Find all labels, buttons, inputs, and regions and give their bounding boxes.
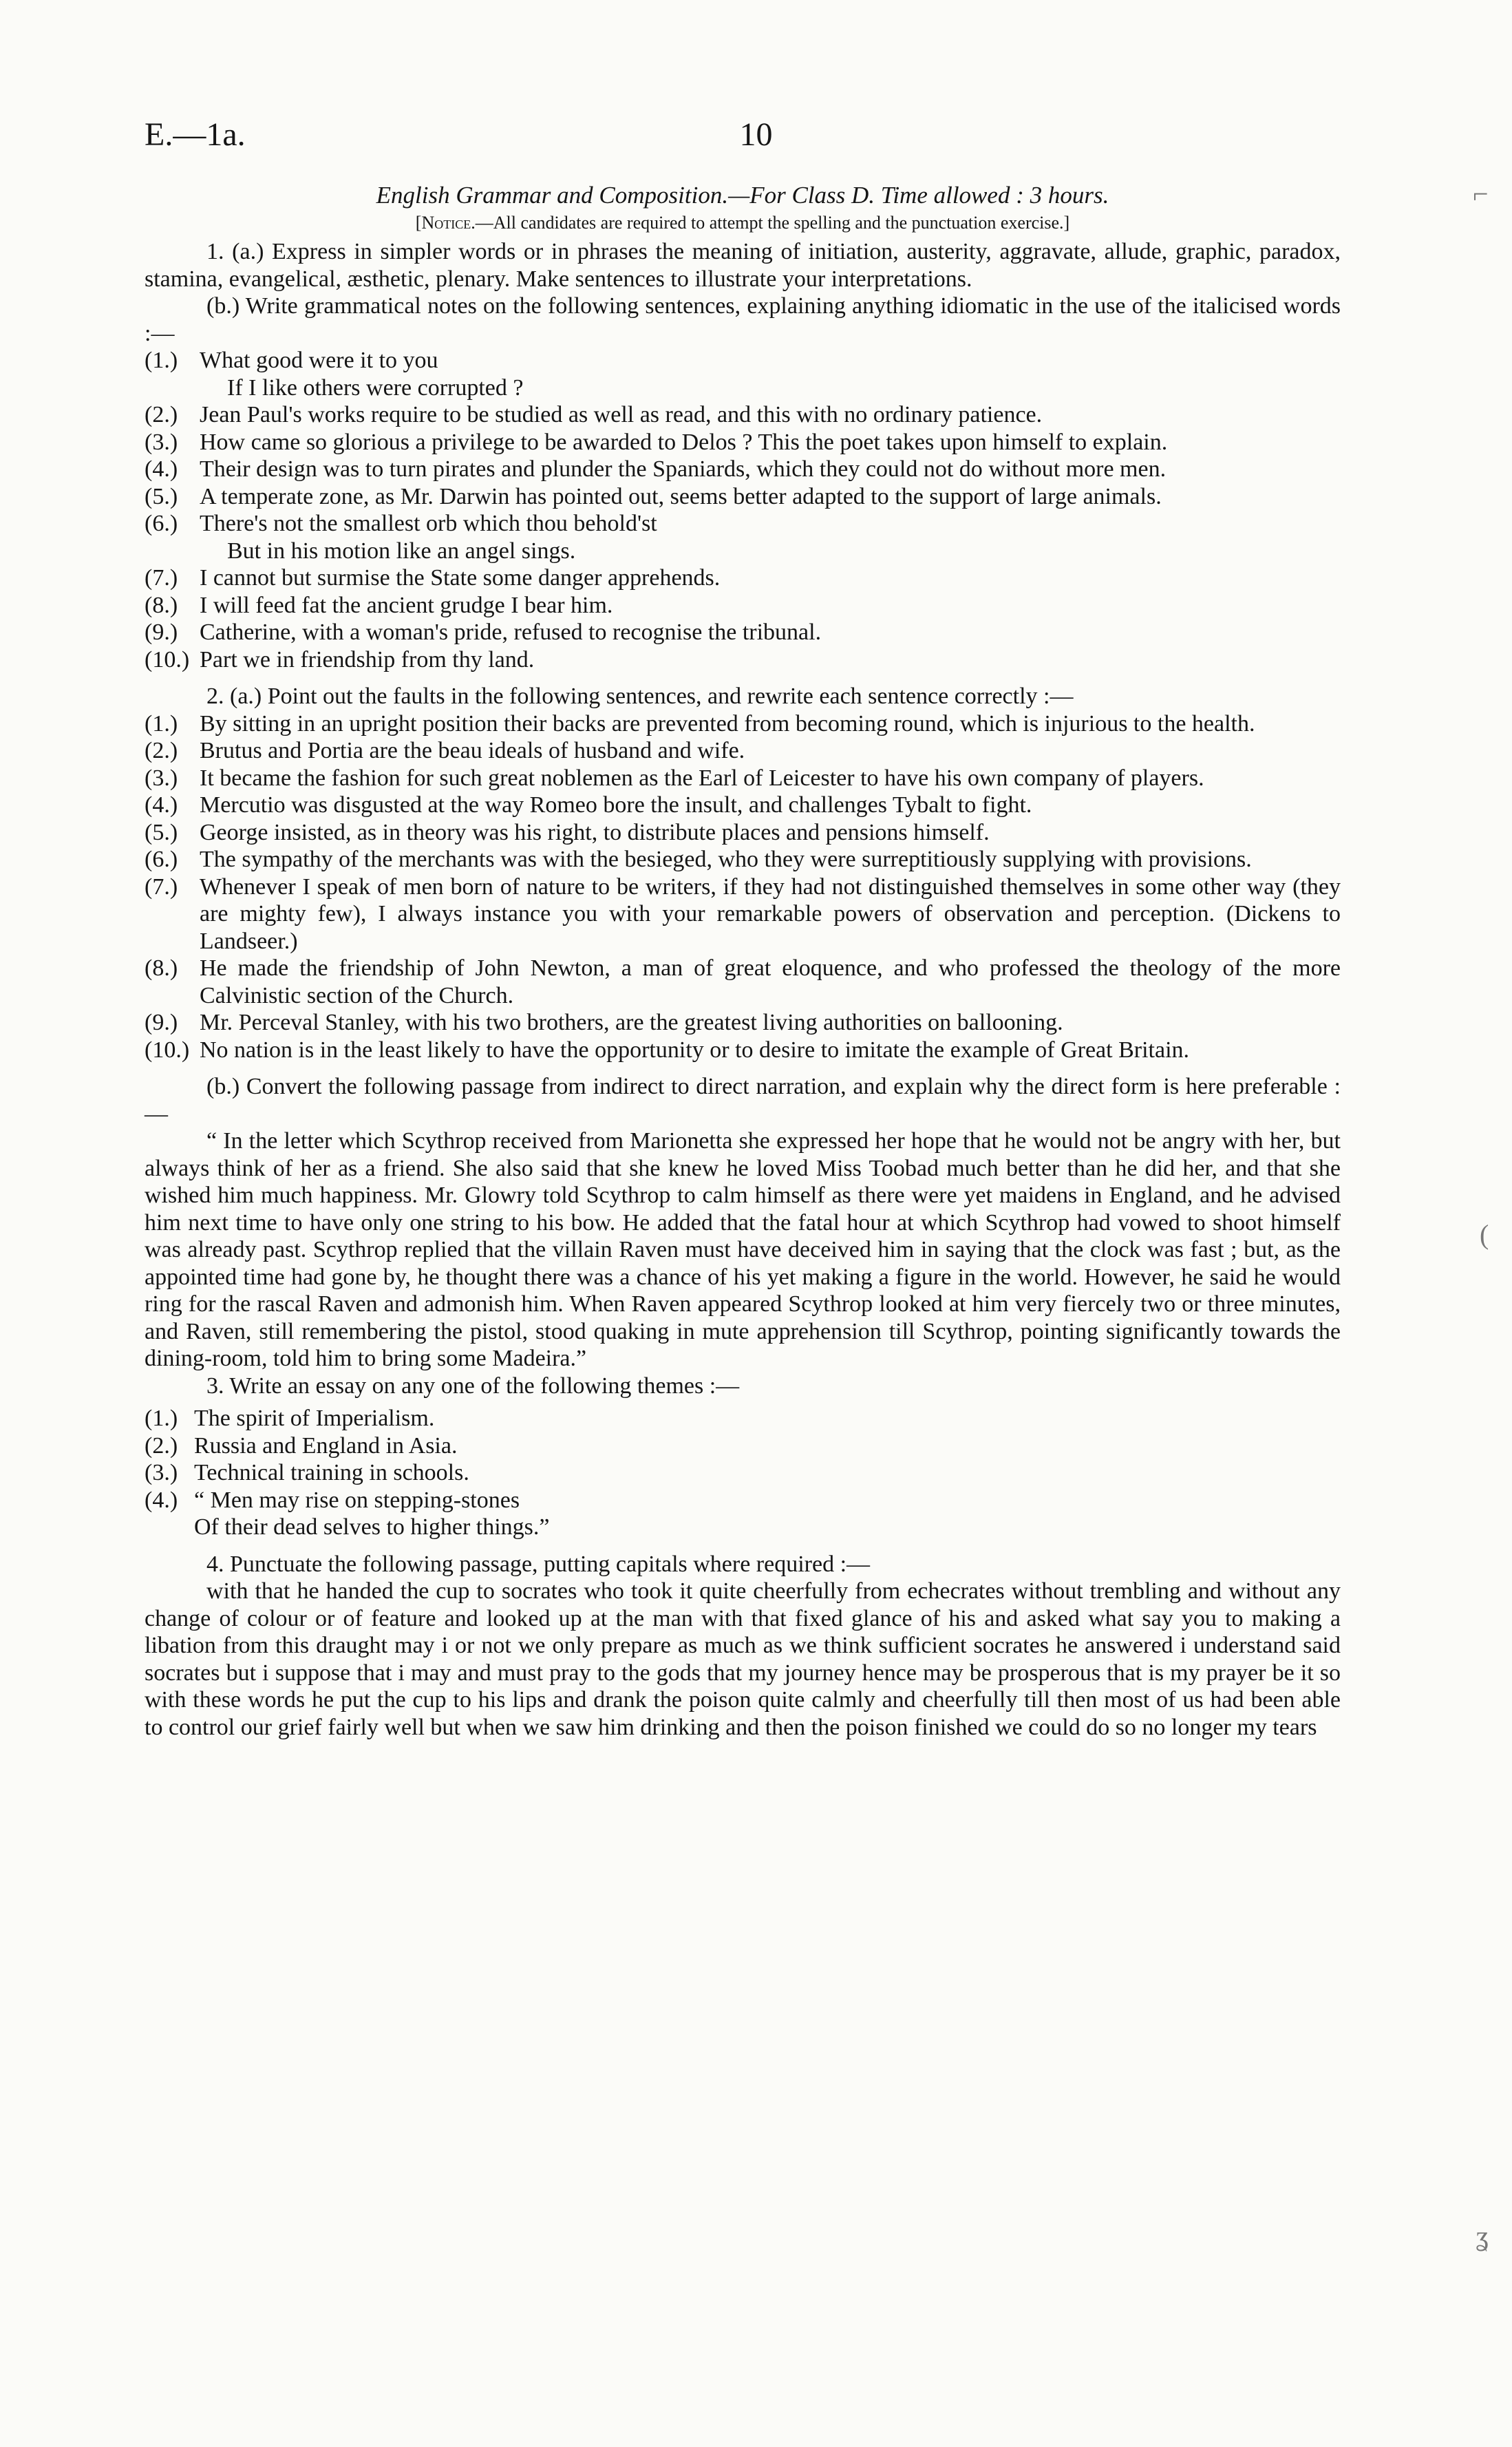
- essay-theme-number: (2.): [145, 1432, 178, 1459]
- sentence-item-number: (5.): [145, 483, 178, 509]
- notice-text: —All candidates are required to attempt the spelling and the punctuation exercise.]: [475, 213, 1070, 233]
- faulty-sentence-item-3: [145, 765, 1341, 792]
- faulty-sentence-item-text: It became the fashion for such great noblemen as the Earl of Leicester to have his own company of players.: [200, 765, 1204, 791]
- sentence-item-number: (3.): [145, 429, 178, 455]
- faulty-sentence-item-10: [145, 1037, 1341, 1064]
- essay-theme-number: (4.): [145, 1487, 178, 1513]
- faulty-sentence-item-number: (2.): [145, 738, 178, 763]
- faulty-sentence-item-4: [145, 792, 1341, 819]
- faulty-sentence-item-text: No nation is in the least likely to have the opportunity or to desire to imitate the example of Great Britain.: [200, 1037, 1190, 1063]
- essay-theme-2: [145, 1432, 1341, 1460]
- question-2a-sentence-list: [145, 710, 1341, 1064]
- page-header: [145, 116, 1367, 164]
- sentence-item-text: I will feed fat the ancient grudge I bear him.: [200, 592, 613, 618]
- essay-theme-3: [145, 1459, 1341, 1487]
- margin-mark-bottom: ʓ: [1476, 2221, 1489, 2252]
- faulty-sentence-item-text: Whenever I speak of men born of nature to be writers, if they had not distinguished themselves in some other way (they are mighty few), I always instance you with your remarkable powers of observation and perception. (Dickens to Landseer.): [200, 873, 1341, 954]
- punctuation-passage: with that he handed the cup to socrates who took it quite cheerfully from echecrates without trembling and without any change of colour or of feature and looked up at the man with that fixed glance of his and asked what say you to making a libation from this draught may i or not we only prepare as much as we think sufficient socrates he answered i understand said socrates but i suppose that i may and must pray to the gods that my journey hence may be prosperous that is my prayer be it so with these words he put the cup to his lips and drank the poison quite calmly and cheerfully till then most of us had been able to control our grief fairly well but when we saw him drinking and then the poison finished we could do so no longer my tears: [145, 1578, 1341, 1740]
- notice-bracket: [: [415, 213, 422, 233]
- essay-theme-1: [145, 1405, 1341, 1432]
- faulty-sentence-item-text: Mr. Perceval Stanley, with his two brothers, are the greatest living authorities on ballooning.: [200, 1010, 1063, 1035]
- sentence-item-3: [145, 429, 1341, 456]
- sentence-item-7: [145, 564, 1341, 592]
- notice-label: Notice.: [421, 213, 476, 233]
- margin-mark-middle: (: [1480, 1219, 1489, 1250]
- faulty-sentence-item-number: (5.): [145, 819, 178, 845]
- sentence-item-number: (10.): [145, 646, 190, 672]
- sentence-item-number: (6.): [145, 511, 178, 536]
- sentence-item-number: (4.): [145, 456, 178, 482]
- question-2a-intro: 2. (a.) Point out the faults in the following sentences, and rewrite each sentence correctly :—: [206, 684, 1074, 709]
- faulty-sentence-item-number: (8.): [145, 955, 178, 981]
- sentence-item-continuation: If I like others were corrupted ?: [227, 374, 524, 401]
- essay-theme-text: The spirit of Imperialism.: [194, 1406, 435, 1431]
- essay-theme-number: (3.): [145, 1460, 178, 1485]
- sentence-item-10: [145, 646, 1341, 674]
- document-code: E.—1a.: [145, 116, 246, 153]
- question-1b-intro: (b.) Write grammatical notes on the following sentences, explaining anything idiomatic in the use of the italicised words :—: [145, 293, 1341, 346]
- sentence-item-number: (9.): [145, 619, 178, 645]
- sentence-item-text: I cannot but surmise the State some danger apprehends.: [200, 565, 721, 591]
- sentence-item-text: Jean Paul's works require to be studied as well as read, and this with no ordinary patience.: [200, 402, 1043, 427]
- faulty-sentence-item-number: (4.): [145, 792, 178, 818]
- question-1b-sentence-list: [145, 347, 1341, 673]
- faulty-sentence-item-8: [145, 955, 1341, 1009]
- exam-notice: [145, 211, 1341, 235]
- faulty-sentence-item-7: [145, 873, 1341, 955]
- sentence-item-text: Part we in friendship from thy land.: [200, 646, 535, 672]
- faulty-sentence-item-9: [145, 1009, 1341, 1037]
- sentence-item-text: What good were it to you: [200, 348, 438, 373]
- sentence-item-4: [145, 456, 1341, 483]
- faulty-sentence-item-text: He made the friendship of John Newton, a man of great eloquence, and who professed the theology of the more Calvinistic section of the Church.: [200, 955, 1341, 1008]
- question-1a: 1. (a.) Express in simpler words or in phrases the meaning of initiation, austerity, aggravate, allude, graphic, paradox, stamina, evangelical, æsthetic, plenary. Make sentences to illustrate your interpretations.: [145, 239, 1341, 292]
- faulty-sentence-item-1: [145, 710, 1341, 738]
- essay-theme-list: [145, 1405, 1341, 1541]
- essay-theme-text: Russia and England in Asia.: [194, 1432, 458, 1459]
- sentence-item-number: (1.): [145, 348, 178, 373]
- sentence-item-text: Catherine, with a woman's pride, refused to recognise the tribunal.: [200, 619, 822, 645]
- sentence-item-text: There's not the smallest orb which thou behold'st: [200, 511, 657, 536]
- faulty-sentence-item-2: [145, 737, 1341, 765]
- sentence-item-1: [145, 347, 1341, 401]
- margin-mark-top: ⌐: [1473, 178, 1489, 209]
- faulty-sentence-item-text: By sitting in an upright position their backs are prevented from becoming round, which is injurious to the health.: [200, 710, 1255, 737]
- faulty-sentence-item-text: Brutus and Portia are the beau ideals of husband and wife.: [200, 738, 745, 763]
- essay-theme-text: “ Men may rise on stepping-stones: [194, 1487, 520, 1513]
- sentence-item-5: [145, 483, 1341, 511]
- faulty-sentence-item-text: George insisted, as in theory was his right, to distribute places and pensions himself.: [200, 819, 990, 845]
- faulty-sentence-item-number: (7.): [145, 873, 178, 900]
- question-4-intro: 4. Punctuate the following passage, putting capitals where required :—: [206, 1551, 871, 1577]
- sentence-item-number: (2.): [145, 402, 178, 427]
- faulty-sentence-item-6: [145, 846, 1341, 873]
- essay-theme-continuation: Of their dead selves to higher things.”: [194, 1514, 550, 1540]
- essay-theme-4: [145, 1487, 1341, 1514]
- faulty-sentence-item-number: (9.): [145, 1010, 178, 1035]
- exam-title: English Grammar and Composition.—For Class D. Time allowed : 3 hours.: [376, 182, 1109, 209]
- sentence-item-number: (8.): [145, 592, 178, 618]
- sentence-item-6: [145, 510, 1341, 564]
- faulty-sentence-item-text: Mercutio was disgusted at the way Romeo bore the insult, and challenges Tybalt to fight.: [200, 792, 1032, 818]
- question-2b-intro: (b.) Convert the following passage from indirect to direct narration, and explain why the direct form is here preferable :—: [145, 1074, 1341, 1127]
- exam-content: [145, 180, 1341, 1741]
- sentence-item-text: A temperate zone, as Mr. Darwin has pointed out, seems better adapted to the support of large animals.: [200, 483, 1162, 509]
- narration-passage: “ In the letter which Scythrop received from Marionetta she expressed her hope that he would not be angry with her, but always think of her as a friend. She also said that she knew he loved Miss Toobad much better than he did her, and that she wished him much happiness. Mr. Glowry told Scythrop to calm himself as there were yet maidens in England, and he advised him next time to have only one string to his bow. He added that the fatal hour at which Scythrop had vowed to shoot himself was already past. Scythrop replied that the villain Raven must have deceived him in saying that the clock was fast ; but, as the appointed time had gone by, he thought there was a chance of his yet making a figure in the world. However, he said he would ring for the rascal Raven and admonish him. When Raven appeared Scythrop looked at him very fiercely two or three minutes, and Raven, still remembering the pistol, stood quaking in mute apprehension till Scythrop, pointing significantly towards the dining-room, told him to bring some Madeira.”: [145, 1128, 1341, 1371]
- essay-theme-text: Technical training in schools.: [194, 1460, 469, 1485]
- sentence-item-continuation: But in his motion like an angel sings.: [227, 538, 576, 564]
- faulty-sentence-item-number: (10.): [145, 1037, 190, 1063]
- faulty-sentence-item-number: (6.): [145, 847, 178, 872]
- sentence-item-text: Their design was to turn pirates and plunder the Spaniards, which they could not do without more men.: [200, 456, 1167, 482]
- sentence-item-number: (7.): [145, 565, 178, 591]
- sentence-item-text: How came so glorious a privilege to be awarded to Delos ? This the poet takes upon himself to explain.: [200, 429, 1168, 455]
- faulty-sentence-item-text: The sympathy of the merchants was with the besieged, who they were surreptitiously supplying with provisions.: [200, 847, 1252, 872]
- sentence-item-2: [145, 401, 1341, 429]
- page-number: 10: [739, 116, 773, 153]
- faulty-sentence-item-number: (1.): [145, 710, 178, 737]
- essay-theme-number: (1.): [145, 1406, 178, 1431]
- question-3-intro: 3. Write an essay on any one of the following themes :—: [206, 1373, 740, 1399]
- faulty-sentence-item-number: (3.): [145, 765, 178, 791]
- sentence-item-8: [145, 592, 1341, 619]
- sentence-item-9: [145, 619, 1341, 646]
- faulty-sentence-item-5: [145, 819, 1341, 847]
